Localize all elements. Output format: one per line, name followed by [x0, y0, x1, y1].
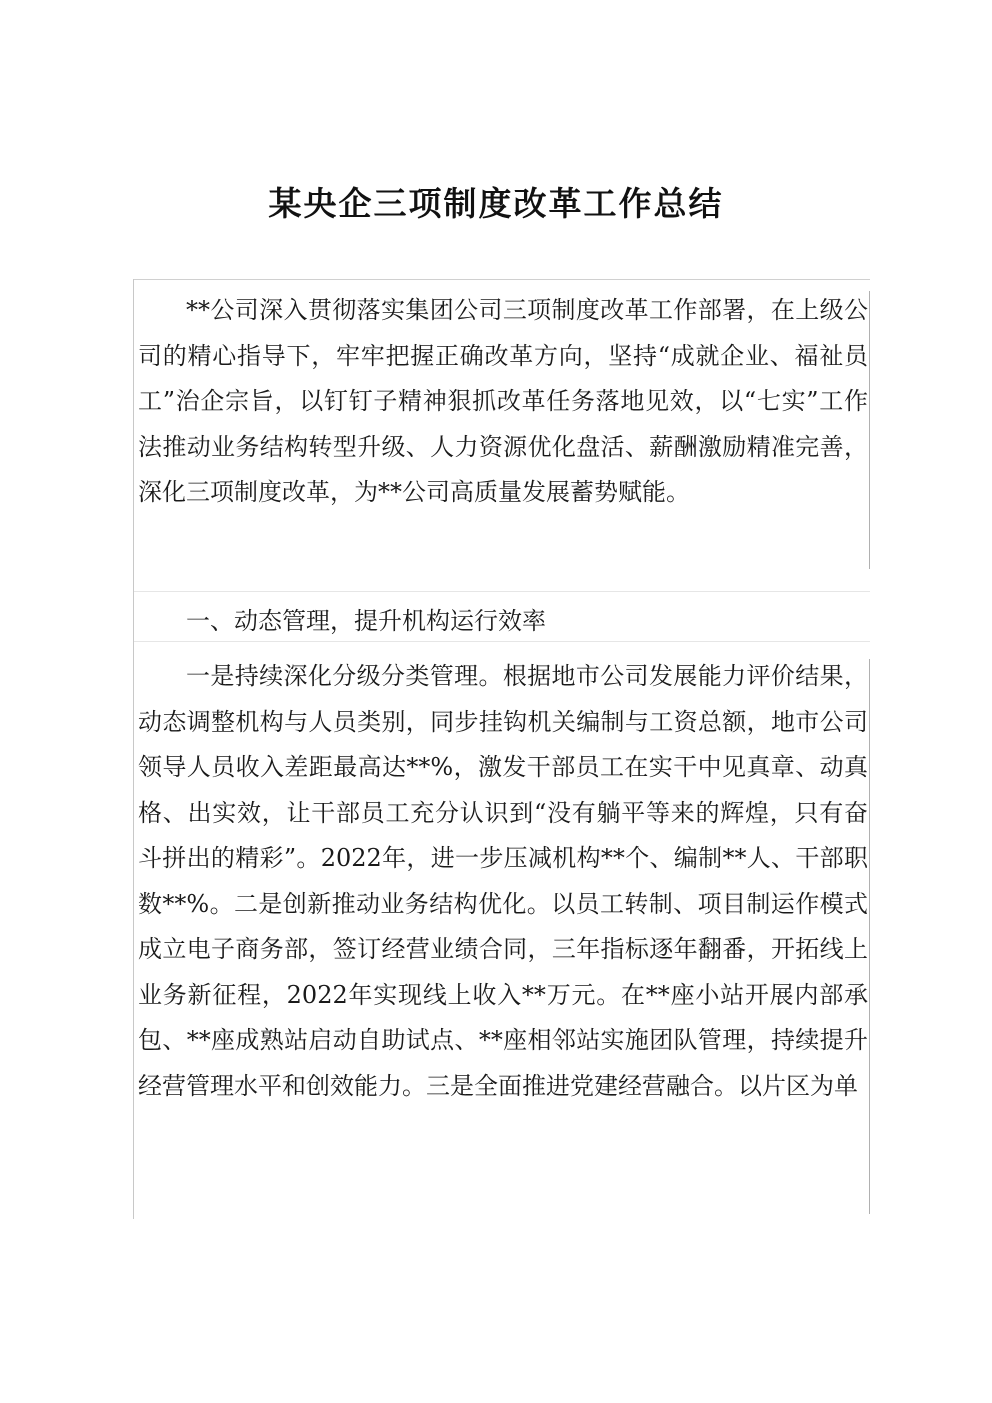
paragraph-divider	[134, 591, 870, 592]
document-title: 某央企三项制度改革工作总结	[268, 184, 724, 223]
intro-paragraph: **公司深入贯彻落实集团公司三项制度改革工作部署，在上级公司的精心指导下，牢牢把握正确改革方向，坚持“成就企业、福祉员工”治企宗旨，以钉钉子精神狠抓改革任务落地见效，以“七实”工作法推动业务结构转型升级、人力资源优化盘活、薪酬激励精准完善，深化三项制度改革，为**公司高质量发展蓄势赋能。	[138, 296, 868, 506]
paragraph-divider	[134, 641, 870, 642]
section-body-paragraph: 一是持续深化分级分类管理。根据地市公司发展能力评价结果，动态调整机构与人员类别，同步挂钩机关编制与工资总额，地市公司领导人员收入差距最高达**%，激发干部员工在实干中见真章、动真格、出实效，让干部员工充分认识到“没有躺平等来的辉煌，只有奋斗拼出的精彩”。2022年，进一步压减机构**个、编制**人、干部职数**%。二是创新推动业务结构优化。以员工转制、项目制运作模式成立电子商务部，签订经营业绩合同，三年指标逐年翻番，开拓线上业务新征程，2022年实现线上收入**万元。在**座小站开展内部承包、**座成熟站启动自助试点、**座相邻站实施团队管理，持续提升经营管理水平和创效能力。三是全面推进党建经营融合。以片区为单	[138, 662, 868, 1100]
document-body	[133, 279, 870, 1219]
section-heading: 一、动态管理，提升机构运行效率	[186, 607, 546, 635]
right-margin-rule	[869, 659, 870, 1214]
right-margin-rule	[869, 291, 870, 569]
